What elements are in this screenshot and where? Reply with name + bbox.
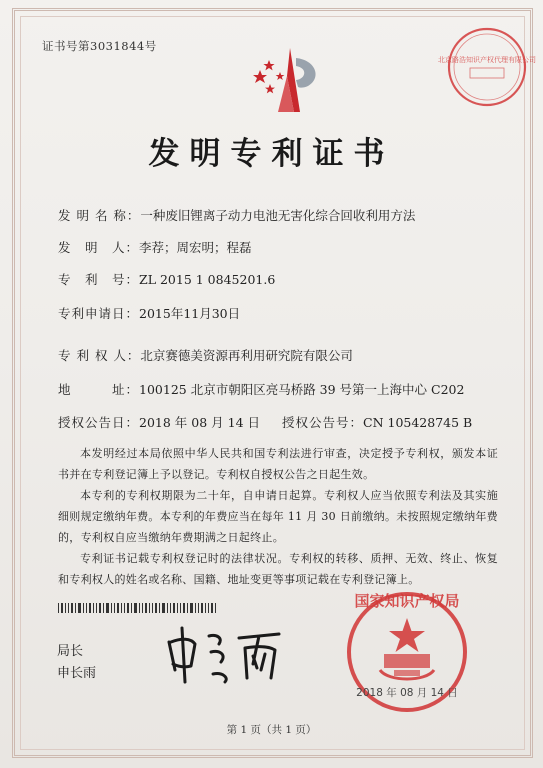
patent-number-label: 专 利 号： — [58, 272, 140, 287]
invention-name-field — [58, 206, 415, 224]
grant-date-field — [58, 413, 260, 431]
agency-seal-text: 北京路浩知识产权代理有限公司 — [438, 56, 536, 64]
official-seal-date: 2018 年 08 月 14 日 — [356, 687, 458, 699]
patentee-value: 北京赛德美资源再利用研究院有限公司 — [140, 348, 353, 363]
address-label: 地 址： — [58, 382, 140, 397]
grant-date-value: 2018 年 08 月 14 日 — [139, 415, 261, 430]
page-title: 发明专利证书 — [148, 136, 395, 172]
inventor-value: 李荐；周宏明；程磊 — [139, 240, 252, 255]
agency-seal-icon — [438, 26, 536, 112]
inventor-field — [58, 238, 252, 256]
director-name: 申长雨 — [57, 666, 97, 681]
paragraph-term-fees: 本专利的专利权期限为二十年，自申请日起算。专利权人应当依照专利法及其实施细则规定缴纳年费。本专利的年费应当在每年 11 月 30 日前缴纳。未按照规定缴纳年费的，专利权自应当缴纳年费期满之日起终止。 — [58, 489, 498, 544]
patent-number-value: ZL 2015 1 0845201.6 — [139, 272, 276, 287]
patent-number-field — [58, 270, 275, 288]
patentee-field — [58, 346, 353, 364]
grant-number-field — [282, 413, 472, 431]
official-seal-icon — [324, 584, 490, 714]
patent-office-logo-icon — [250, 46, 328, 120]
grant-date-label: 授权公告日： — [58, 415, 140, 430]
director-title: 局长 — [57, 644, 84, 659]
filing-date-value: 2015年11月30日 — [139, 306, 241, 321]
grant-number-value: CN 105428745 B — [363, 415, 473, 430]
grant-number-label: 授权公告号： — [282, 415, 364, 430]
filing-date-label: 专利申请日： — [58, 306, 140, 321]
paragraph-grant-statement: 本发明经过本局依照中华人民共和国专利法进行审查，决定授予专利权，颁发本证书并在专利登记簿上予以登记。专利权自授权公告之日起生效。 — [58, 447, 498, 481]
address-value: 100125 北京市朝阳区亮马桥路 39 号第一上海中心 C202 — [139, 382, 465, 397]
barcode-icon — [58, 598, 218, 617]
official-seal-text: 国家知识产权局 — [354, 592, 460, 610]
patentee-label: 专 利 权 人： — [58, 348, 141, 363]
page-number: 第 1 页（共 1 页） — [226, 724, 317, 736]
certificate-number: 证书号第3031844号 — [42, 39, 157, 53]
director-signature-icon — [165, 620, 290, 694]
inventor-label: 发 明 人： — [58, 240, 140, 255]
invention-name-label: 发 明 名 称： — [58, 208, 141, 223]
address-field — [58, 380, 464, 398]
paragraph-legal-status: 专利证书记载专利权登记时的法律状况。专利权的转移、质押、无效、终止、恢复和专利权人的姓名或名称、国籍、地址变更等事项记载在专利登记簿上。 — [58, 552, 498, 586]
filing-date-field — [58, 304, 240, 322]
invention-name-value: 一种废旧锂离子动力电池无害化综合回收利用方法 — [140, 208, 416, 223]
